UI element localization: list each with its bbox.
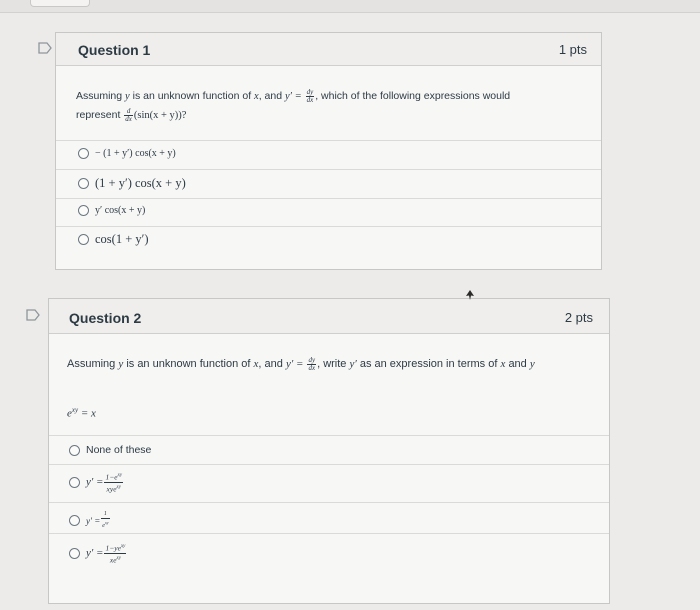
question-2-points: 2 pts [564,310,593,325]
q1-answer-1[interactable]: − (1 + y′) cos(x + y) [78,148,176,159]
q2-answer-3-radio[interactable] [69,515,80,526]
q2-answer-divider-4 [49,533,609,534]
mouse-cursor-icon [466,290,474,300]
question-1-title: Question 1 [78,42,151,58]
q1-answer-divider-2 [56,169,601,170]
question-2-card [48,298,610,604]
q2-answer-1-radio[interactable] [69,445,80,456]
q1-answer-divider-1 [56,140,601,141]
q1-answer-divider-3 [56,198,601,199]
q2-answer-2-radio[interactable] [69,477,80,488]
question-1-card [55,32,602,270]
q2-answer-4[interactable]: y′ = $\frac{1-ye^{xy}}{xe^{xy}}$ [69,542,127,564]
question-1-text-line2: represent $\frac{d}{dx}$ (sin(x + y))? [76,106,187,123]
q1-answer-2[interactable]: (1 + y′) cos(x + y) [78,176,186,191]
q2-answer-1[interactable]: None of these [69,444,151,456]
q2-answer-4-radio[interactable] [69,548,80,559]
question-1-text-line1: Assuming y is an unknown function of x, and y′ = $\frac{dy}{dx}$ , which of the following expressions would [76,87,511,104]
q1-answer-4[interactable]: cos(1 + y′) [78,232,149,247]
q1-answer-3[interactable]: y′ cos(x + y) [78,205,145,216]
q1-answer-1-radio[interactable] [78,148,89,159]
question-1-header [56,33,601,66]
previous-question-strip [0,0,700,13]
question-1-points: 1 pts [558,42,587,57]
q2-answer-2[interactable]: y′ = $\frac{1-e^{xy}}{xye^{xy}}$ [69,471,124,493]
question-2-equation: $e^{xy} = x$ [67,406,96,420]
question-2-header [49,299,609,334]
q2-answer-divider-3 [49,502,609,503]
question-2-title: Question 2 [69,310,142,326]
q1-answer-3-radio[interactable] [78,205,89,216]
q2-answer-divider-1 [49,435,609,436]
q1-answer-divider-4 [56,226,601,227]
previous-control[interactable] [30,0,90,7]
flag-question-2-icon[interactable] [26,309,40,321]
q2-answer-divider-2 [49,464,609,465]
question-2-text: Assuming y is an unknown function of x, and y′ = $\frac{dy}{dx}$ , write y′ as an expression in terms of x and y [67,355,535,372]
q1-answer-2-radio[interactable] [78,178,89,189]
q2-answer-3[interactable]: y′ = $\frac{1}{e^{xy}}$ [69,511,111,530]
flag-question-1-icon[interactable] [38,42,52,54]
q1-answer-4-radio[interactable] [78,234,89,245]
